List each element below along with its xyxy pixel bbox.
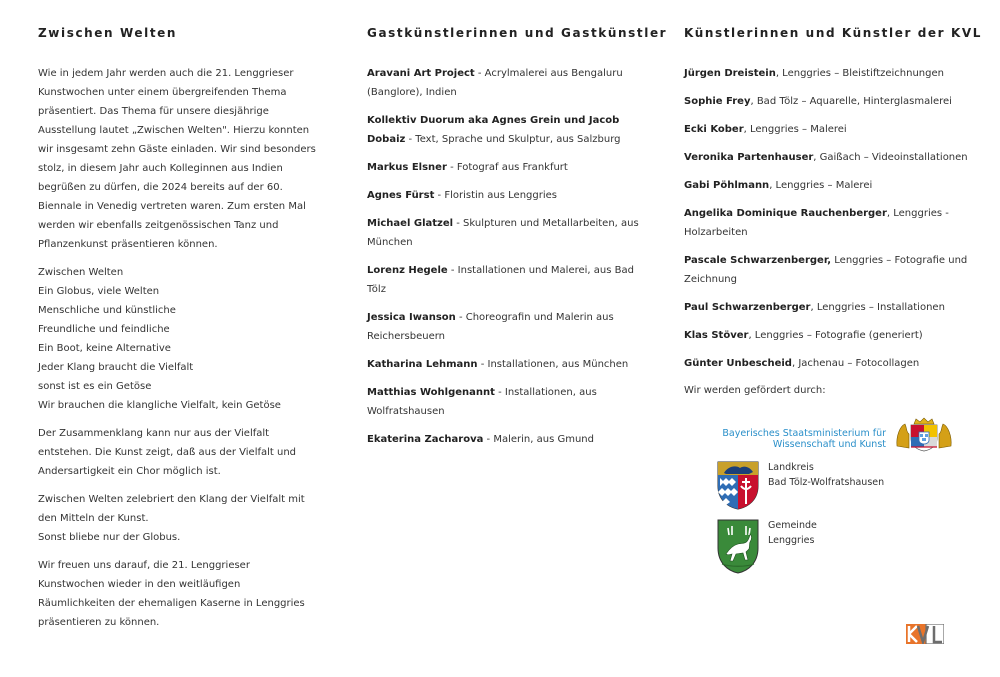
kvl-artist-entry	[684, 354, 969, 373]
artist-name: Jürgen Dreistein	[684, 68, 776, 79]
kvl-artist-entry	[684, 64, 969, 83]
sponsor-intro: Wir werden gefördert durch:	[684, 385, 826, 396]
poem-line: sonst ist es ein Getöse	[38, 381, 152, 392]
guest-artist-entry	[367, 158, 652, 177]
kvl-artist-entry	[684, 148, 969, 167]
ministry-name-line: Wissenschaft und Kunst	[772, 439, 886, 450]
kvl-artists-title: Künstlerinnen und Künstler der KVL	[684, 26, 982, 40]
kvl-artist-entry	[684, 251, 969, 289]
harmony-paragraph: Der Zusammenklang kann nur aus der Vielfalt entstehen. Die Kunst zeigt, daß aus der Vielfalt und Andersartigkeit ein Chor möglich ist.	[38, 428, 297, 477]
celebration-line: Zwischen Welten zelebriert den Klang der Vielfalt mit den Mitteln der Kunst.	[38, 494, 305, 524]
artist-name: Michael Glatzel	[367, 218, 454, 229]
artist-description: , Jachenau – Fotocollagen	[791, 358, 920, 369]
guest-artist-entry	[367, 214, 652, 252]
kvl-artist-entry	[684, 176, 969, 195]
poem-line: Jeder Klang braucht die Vielfalt	[38, 362, 194, 373]
artist-name: Paul Schwarzenberger	[684, 302, 811, 313]
celebration-line: Sonst bliebe nur der Globus.	[38, 532, 181, 543]
artist-name: Jessica Iwanson	[367, 312, 456, 323]
artist-name: Lorenz Hegele	[367, 265, 448, 276]
artist-name: Angelika Dominique Rauchenberger	[684, 208, 887, 219]
artist-name: Günter Unbescheid	[684, 358, 792, 369]
artist-description: - Malerin, aus Gmund	[483, 434, 594, 445]
guest-artist-entry	[367, 430, 652, 449]
ministry-name-line: Bayerisches Staatsministerium für	[722, 428, 886, 439]
artist-name: Markus Elsner	[367, 162, 447, 173]
bavarian-coat-of-arms-icon	[894, 416, 954, 452]
artist-name: Gabi Pöhlmann	[684, 180, 770, 191]
guest-artist-entry	[367, 308, 652, 346]
poem-line: Menschliche und künstliche	[38, 305, 176, 316]
poem-line: Zwischen Welten	[38, 267, 124, 278]
municipality-name	[768, 518, 817, 548]
artist-name: Matthias Wohlgenannt	[367, 387, 495, 398]
municipality-name-line: Lenggries	[768, 535, 815, 546]
district-name	[768, 460, 884, 490]
artist-description: - Installationen, aus München	[477, 359, 629, 370]
artist-description: , Gaißach – Videoinstallationen	[813, 152, 968, 163]
district-sponsor	[716, 460, 956, 510]
artist-description: , Lenggries - Holzarbeiten	[684, 208, 949, 238]
artist-description: - Text, Sprache und Skulptur, aus Salzburg	[405, 134, 621, 145]
artist-description: - Choreografin und Malerin aus Reichersbeuern	[367, 312, 614, 342]
artist-name: Aravani Art Project	[367, 68, 475, 79]
artist-description: Lenggries – Fotografie und Zeichnung	[684, 255, 968, 285]
district-name-line: Bad Tölz-Wolfratshausen	[768, 477, 885, 488]
kvl-artist-entry	[684, 326, 969, 345]
artist-description: , Lenggries – Fotografie (generiert)	[748, 330, 923, 341]
artist-name: Ecki Kober	[684, 124, 744, 135]
intro-paragraph: Wie in jedem Jahr werden auch die 21. Lenggrieser Kunstwochen unter einem übergreifenden Thema präsentiert. Das Thema für unsere diesjährige Ausstellung lautet „Zwischen Welten". Hierzu konnten wir insgesamt zehn Gäste einladen. Wir sind besonders stolz, in diesem Jahr auch Kolleginnen aus Indien begrüßen zu dürfen, die 2024 bereits auf der 60. Biennale in Venedig vertreten waren. Zum ersten Mal werden wir ebenfalls zeitgenössischen Tanz und Pflanzenkunst präsentieren können.	[38, 68, 316, 250]
artist-name: Agnes Fürst	[367, 190, 435, 201]
artist-description: , Lenggries – Malerei	[769, 180, 873, 191]
guest-artist-entry	[367, 355, 652, 374]
artist-description: , Lenggries – Bleistiftzeichnungen	[775, 68, 944, 79]
guest-artists-title: Gastkünstlerinnen und Gastkünstler	[367, 26, 668, 40]
artist-description: - Fotograf aus Frankfurt	[446, 162, 568, 173]
artist-description: , Bad Tölz – Aquarelle, Hinterglasmalerei	[750, 96, 952, 107]
artist-description: - Installationen, aus Wolfratshausen	[367, 387, 597, 417]
artist-name: Kollektiv Duorum aka Agnes Grein und Jacob Dobaiz	[367, 115, 620, 145]
kvl-artists-column	[684, 26, 982, 400]
guest-artist-entry	[367, 64, 652, 102]
kvl-artist-entry	[684, 92, 969, 111]
kvl-artist-entry	[684, 204, 969, 242]
ministry-name	[706, 428, 886, 450]
municipality-name-line: Gemeinde	[768, 520, 817, 531]
kvl-artist-entry	[684, 120, 969, 139]
artist-description: , Lenggries – Installationen	[810, 302, 945, 313]
guest-artist-entry	[367, 186, 652, 205]
artist-name: Ekaterina Zacharova	[367, 434, 484, 445]
artist-description: - Installationen und Malerei, aus Bad Tölz	[367, 265, 634, 295]
artist-description: - Floristin aus Lenggries	[434, 190, 557, 201]
intro-title: Zwischen Welten	[38, 26, 178, 40]
guest-artist-entry	[367, 111, 652, 149]
municipality-sponsor	[716, 518, 956, 574]
poem-line: Ein Boot, keine Alternative	[38, 343, 171, 354]
artist-name: Katharina Lehmann	[367, 359, 478, 370]
intro-column	[38, 26, 318, 641]
artist-description: - Skulpturen und Metallarbeiten, aus München	[367, 218, 639, 248]
artist-name: Sophie Frey	[684, 96, 751, 107]
poem	[38, 263, 318, 415]
artist-description: - Acrylmalerei aus Bengaluru (Banglore), Indien	[367, 68, 623, 98]
artist-description: , Lenggries – Malerei	[743, 124, 847, 135]
kvl-artist-entry	[684, 298, 969, 317]
artist-name: Klas Stöver	[684, 330, 749, 341]
guest-artist-entry	[367, 383, 652, 421]
poem-line: Wir brauchen die klangliche Vielfalt, kein Getöse	[38, 400, 281, 411]
guest-artist-entry	[367, 261, 652, 299]
kvl-logo	[906, 624, 944, 644]
municipality-coat-of-arms-icon	[716, 518, 760, 574]
closing-paragraph: Wir freuen uns darauf, die 21. Lenggrieser Kunstwochen wieder in den weitläufigen Räumlichkeiten der ehemaligen Kaserne in Lenggries präsentieren zu können.	[38, 560, 305, 628]
artist-name: Pascale Schwarzenberger,	[684, 255, 832, 266]
poem-line: Freundliche und feindliche	[38, 324, 170, 335]
artist-name: Veronika Partenhauser	[684, 152, 814, 163]
district-name-line: Landkreis	[768, 462, 814, 473]
district-coat-of-arms-icon	[716, 460, 760, 510]
guest-artists-column	[367, 26, 668, 458]
celebration-paragraph	[38, 490, 318, 547]
poem-line: Ein Globus, viele Welten	[38, 286, 160, 297]
ministry-sponsor	[716, 416, 954, 452]
